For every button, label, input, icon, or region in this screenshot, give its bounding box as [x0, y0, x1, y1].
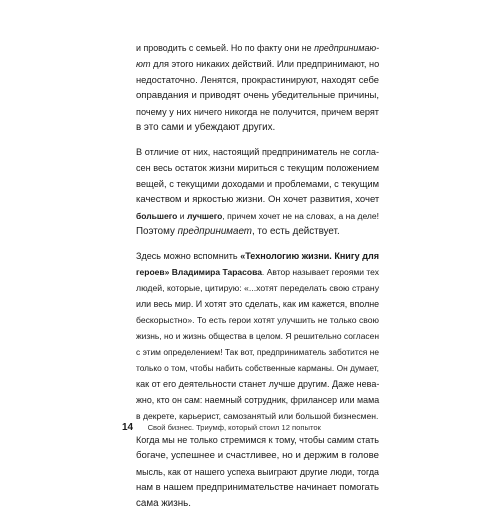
bold-text: Владимира Тарасова: [171, 267, 262, 277]
text-line: [136, 224, 379, 240]
text-line: [136, 464, 379, 480]
paragraph: [136, 144, 379, 240]
text-segment: или весь мир. И хотят это сделать, как им кажется, вполне: [136, 299, 380, 309]
page-footer: [122, 417, 382, 431]
text-segment: людей, которые, цитирую: «...хотят переделать свою страну: [136, 283, 380, 293]
text-segment: жизнь, но и жизнь общества в целом. Я решительно согласен: [136, 331, 379, 341]
text-segment: бескорыстно». То есть герои хотят улучшить не только свою: [136, 315, 379, 325]
text-segment: как от его деятельности станет лучше другим. Даже нева-: [136, 379, 380, 389]
paragraph: [136, 432, 379, 512]
text-line: [136, 88, 379, 104]
text-segment: для этого никаких действий. Или предпринимают, но: [150, 59, 380, 69]
text-segment: богаче, успешнее и счастливее, но и держим в голове: [136, 450, 379, 461]
paragraph: [136, 248, 379, 424]
text-line: [136, 176, 379, 192]
text-segment: почему у них ничего никогда не получится, причем верят: [136, 107, 379, 117]
bold-text: героев»: [136, 267, 170, 277]
text-line: [136, 160, 379, 176]
text-line: [136, 312, 379, 328]
text-segment: и: [177, 211, 187, 221]
italic-text: предпринимает: [177, 226, 252, 237]
text-segment: мысль, как от нашего успеха выиграют другие люди, тогда: [136, 467, 379, 477]
text-segment: , причем хочет не на словах, а на деле!: [222, 211, 379, 221]
text-line: [136, 360, 379, 376]
italic-text: ют: [136, 59, 151, 69]
text-segment: сама жизнь.: [136, 498, 192, 509]
paragraph: [136, 40, 379, 136]
bold-text: большего: [136, 211, 178, 221]
text-line: [136, 104, 379, 120]
text-segment: В отличие от них, настоящий предприниматель не согла-: [136, 147, 379, 157]
text-segment: . Автор называет героями тех: [261, 267, 379, 277]
text-line: [136, 208, 379, 224]
text-segment: только о том, чтобы набить собственные карманы. Он думает,: [136, 363, 379, 373]
text-line: [136, 40, 379, 56]
text-line: [136, 448, 379, 464]
running-title: Свой бизнес. Триумф, который стоил 12 попыток: [147, 423, 321, 432]
text-line: [136, 120, 379, 136]
text-line: [136, 144, 379, 160]
text-line: [136, 496, 379, 512]
text-segment: жно, кто он сам: наемный сотрудник, фрилансер или мама: [136, 395, 380, 405]
text-line: [136, 72, 379, 88]
text-segment: и проводить с семьей. Но по факту они не: [136, 43, 315, 53]
text-segment: качеством и яркостью жизни. Он хочет развития, хочет: [136, 194, 380, 205]
text-line: [136, 432, 379, 448]
page-number: 14: [122, 422, 134, 433]
text-line: [136, 192, 379, 208]
text-line: [136, 328, 379, 344]
text-segment: нам в нашем предпринимательстве начинает помогать: [136, 482, 379, 493]
text-segment: Здесь можно вспомнить: [136, 251, 241, 261]
text-line: [136, 392, 379, 408]
text-segment: в это сами и убеждают других.: [136, 122, 276, 133]
italic-text: предпринимаю-: [314, 43, 380, 53]
bold-text: «Технологию жизни. Книгу для: [240, 251, 379, 261]
text-segment: , то есть действует.: [251, 226, 340, 237]
text-line: [136, 280, 379, 296]
text-segment: сен весь остаток жизни мириться с текущим положением: [136, 163, 379, 173]
text-segment: Поэтому: [136, 226, 178, 237]
text-segment: с этим определением! Так вот, предприниматель заботится не: [136, 347, 379, 357]
text-segment: вещей, с текущими доходами и проблемами, с текущим: [136, 179, 379, 189]
text-line: [136, 56, 379, 72]
text-segment: в декрете, карьерист, самозанятый или большой бизнесмен.: [136, 411, 379, 421]
text-line: [136, 264, 379, 280]
bold-text: лучшего: [186, 211, 223, 221]
text-line: [136, 296, 379, 312]
body-text: [136, 40, 379, 512]
text-line: [136, 480, 379, 496]
text-line: [136, 376, 379, 392]
text-line: [136, 248, 379, 264]
text-segment: недостаточно. Ленятся, прокрастинируют, находят себе: [136, 75, 379, 85]
text-segment: Когда мы не только стремимся к тому, чтобы самим стать: [136, 435, 379, 445]
text-segment: оправдания и приводят очень убедительные причины,: [136, 90, 379, 101]
text-line: [136, 344, 379, 360]
